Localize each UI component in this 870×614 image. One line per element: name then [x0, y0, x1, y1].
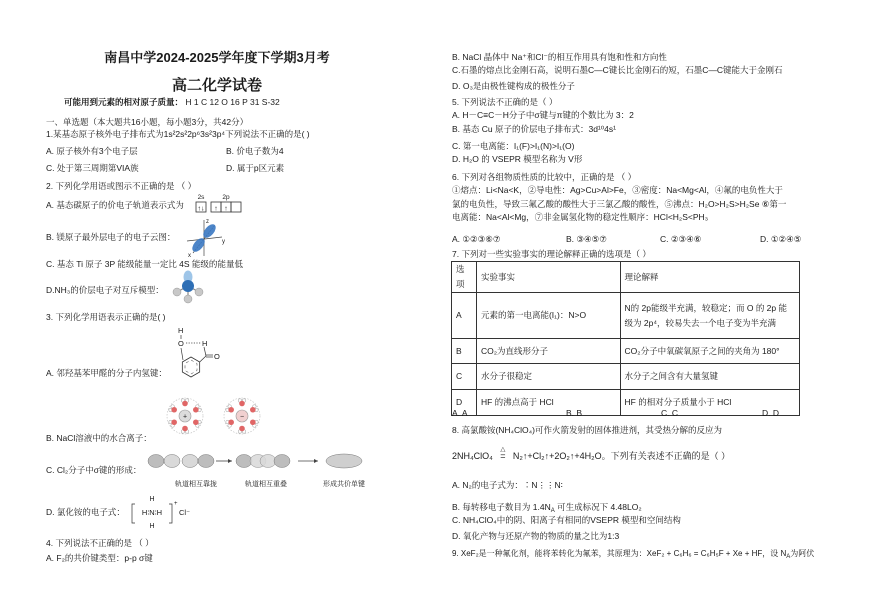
oxygen-atom	[171, 407, 177, 413]
table-cell-option: A	[452, 293, 477, 339]
hydrogen-atom	[184, 295, 192, 303]
nh3-vsepr-model	[170, 270, 206, 304]
sigma-bond-formation-diagram	[146, 452, 372, 490]
table-row	[452, 339, 800, 364]
q8-option-a: A. N₂的电子式为：∶N⋮⋮N∶	[452, 480, 563, 490]
q5-stem: 5. 下列说法不正确的是（ ）	[452, 97, 558, 107]
table-header: 实验事实	[476, 262, 620, 293]
atom-label: O	[214, 352, 220, 361]
table-cell-fact: 元素的第一电离能(I₁)：N>O	[476, 293, 620, 339]
q4-option-b: B. NaCl 晶体中 Na⁺和Cl⁻的相互作用具有饱和性和方向性	[452, 52, 667, 62]
atomic-masses	[64, 97, 280, 108]
axis-label-y: y	[222, 239, 225, 245]
q8-option-d: D. 氧化产物与还原产物的物质的量之比为1:3	[452, 531, 620, 541]
oxygen-atom	[182, 401, 188, 407]
oxygen-atom	[193, 407, 199, 413]
exam-title: 南昌中学2024-2025学年度下学期3月考	[104, 50, 330, 65]
axis-label-z: z	[206, 219, 209, 225]
orbital-label-2p: 2p	[222, 194, 230, 201]
bond-step-label: 轨道相互靠拢	[175, 481, 217, 488]
orbital-box-2p	[231, 202, 241, 212]
q6-text-line: 氯的电负性，导致三氟乙酸的酸性大于三氯乙酸的酸性，⑤沸点：H₂O>H₂S>H₂Se ⑥第一	[452, 199, 787, 209]
water-molecule	[181, 399, 189, 407]
q3-option-a: A. 邻羟基苯甲醛的分子内氢键：	[46, 368, 167, 378]
exam-subtitle: 高二化学试卷	[171, 77, 262, 94]
q6-text-line: 电离能：Na<Al<Mg，⑦非金属氢化物的稳定性顺序：HCl<H₂S<PH₃	[452, 212, 709, 222]
q1-option-d: D. 属于p区元素	[226, 163, 285, 173]
bond-step-label: 轨道相互重叠	[245, 481, 287, 488]
water-molecule	[181, 426, 189, 434]
oxygen-atom	[228, 407, 234, 413]
water-molecule	[250, 405, 258, 413]
table-row	[452, 364, 800, 390]
oxygen-atom	[250, 419, 256, 425]
q2-stem: 2. 下列化学用语或图示不正确的是 （ ）	[46, 181, 197, 191]
q4-option-d: D. O₃是由极性键构成的极性分子	[452, 81, 575, 91]
nh4cl-electron-formula	[128, 494, 194, 530]
q8-stem: 8. 高氯酸铵(NH₄ClO₄)可作火箭发射的固体推进剂，其受热分解的反应为	[452, 425, 722, 435]
table-cell-fact: CO₂为直线形分子	[476, 339, 620, 364]
nh4-core: H∶N∶H	[141, 508, 163, 517]
equation-products: N₂↑+Cl₂↑+2O₂↑+4H₂O。下列有关表述不正确的是（ ）	[512, 451, 731, 461]
q5-option-d: D. H₂O 的 VSEPR 模型名称为 V形	[452, 154, 583, 164]
axis-label-x: x	[188, 253, 191, 259]
charge-sign: +	[174, 501, 178, 507]
q6-stem: 6. 下列对各组物质性质的比较中，正确的是 （ ）	[452, 172, 637, 182]
q1-option-b: B. 价电子数为4	[226, 146, 284, 156]
q2-option-b: B. 镁原子最外层电子的电子云图：	[46, 232, 176, 242]
q5-option-c: C. 第一电离能：I₁(F)>I₁(N)>I₁(O)	[452, 141, 575, 151]
heat-symbol: △	[500, 446, 506, 453]
oxygen-atom	[239, 401, 245, 407]
q4-option-c: C.石墨的熔点比金刚石高，说明石墨C—C键长比金刚石的短，石墨C—C键能大于金刚石	[452, 65, 783, 75]
oxygen-atom	[239, 426, 245, 432]
table-cell-option: D	[452, 390, 477, 416]
q6-option-c: C. ②③④⑥	[660, 234, 702, 244]
q3-option-c: C. Cl₂分子中σ键的形成：	[46, 465, 142, 475]
table-header: 理论解释	[620, 262, 799, 293]
anion-sign: −	[239, 413, 245, 421]
atomic-masses-label: 可能用到元素的相对原子质量：	[64, 97, 184, 107]
q1-option-a: A. 原子核外有3个电子层	[46, 146, 138, 156]
electron-arrows: ↑	[214, 205, 218, 213]
equation-condition	[495, 446, 511, 462]
q4-option-a: A. F₂的共价键类型：p-p σ键	[46, 553, 153, 563]
table-cell-explanation: N的 2p能级半充满，较稳定；而 O 的 2p 能级为 2p⁴，较易失去一个电子变为半充满	[620, 293, 799, 339]
table-cell-explanation: HF 的相对分子质量小于 HCl	[620, 390, 799, 416]
q7-option-b: B. B	[566, 408, 583, 418]
q6-option-b: B. ③④⑤⑦	[566, 234, 607, 244]
electron-arrows: ↑↓	[197, 205, 205, 213]
atom-label: H	[149, 523, 155, 530]
q6-option-a: A. ①②③⑥⑦	[452, 234, 501, 244]
oxygen-atom	[250, 407, 256, 413]
oxygen-atom	[193, 419, 199, 425]
hydrated-ions-diagram	[158, 396, 270, 436]
table-cell-fact: HF 的沸点高于 HCl	[476, 390, 620, 416]
electron-arrows: ↑	[224, 205, 228, 213]
q6-text-line: ①熔点：Li<Na<K，②导电性：Ag>Cu>Al>Fe，③密度：Na<Mg<Al，④氟的电负性大于	[452, 185, 783, 195]
oxygen-atom	[182, 426, 188, 432]
table-row	[452, 390, 800, 416]
q3-stem: 3. 下列化学用语表示正确的是( )	[46, 312, 166, 322]
hydrogen-atom	[195, 288, 203, 296]
q7-option-c: C. C	[661, 408, 678, 418]
equals-sign: =	[500, 451, 506, 461]
water-molecule	[238, 426, 246, 434]
table-cell-option: C	[452, 364, 477, 390]
water-molecule	[193, 419, 201, 427]
q8-option-c: C. NH₄ClO₄中的阴、阳离子有相同的VSEPR 模型和空间结构	[452, 515, 681, 525]
q5-option-a: A. H－C≡C－H分子中σ键与π键的个数比为 3：2	[452, 110, 634, 120]
q7-stem: 7. 下列对一些实验事实的理论解释正确的选项是（ ）	[452, 249, 651, 259]
hydrogen-atom	[173, 288, 181, 296]
atom-label: O	[178, 339, 184, 348]
water-molecule	[193, 405, 201, 413]
q4-stem: 4. 下列说法不正确的是 （ ）	[46, 538, 154, 548]
atomic-masses-values: H 1 C 12 O 16 P 31 S-32	[185, 97, 280, 107]
q5-option-b: B. 基态 Cu 原子的价层电子排布式：3d¹⁰4s¹	[452, 124, 616, 134]
table-cell-explanation: 水分子之间含有大量氢键	[620, 364, 799, 390]
cation-sign: +	[182, 413, 188, 421]
atom-label: H	[178, 326, 184, 335]
q9-stem: 9. XeF₂是一种氟化剂，能将苯转化为氟苯，其原理为：XeF₂ + C₆H₆ = C₆H₅F + Xe + HF，设 $N_A$为阿伏	[452, 549, 815, 560]
table-cell-fact: 水分子很稳定	[476, 364, 620, 390]
q8-equation	[452, 446, 731, 462]
table-row	[452, 293, 800, 339]
water-molecule	[250, 419, 258, 427]
q2-option-c: C. 基态 Ti 原子 3P 能级能量一定比 4S 能级的能量低	[46, 259, 243, 269]
equation-reactant: 2NH₄ClO₄	[452, 451, 493, 461]
bond-step-label: 形成共价单键	[323, 481, 365, 488]
q1-stem: 1.某基态原子核外电子排布式为1s²2s²2p⁶3s²3p⁴下列说法不正确的是( )	[46, 129, 310, 139]
nitrogen-atom	[182, 280, 194, 292]
chloride-ion: Cl⁻	[179, 508, 191, 517]
q7-option-d: D. D	[762, 408, 779, 418]
q8-option-b: B. 每转移电子数目为 $1.4N_A$ 可生成标况下 4.48LO₂	[452, 502, 642, 514]
carbon-orbital-diagram	[192, 192, 246, 214]
o-hydroxybenzaldehyde-structure	[172, 325, 224, 379]
q6-option-d: D. ①②④⑤	[760, 234, 802, 244]
orbital-lobe	[201, 222, 218, 240]
q7-table	[451, 261, 800, 416]
q2-option-d: D.NH₃的价层电子对互斥模型：	[46, 285, 164, 295]
q2-option-a: A. 基态碳原子的价电子轨道表示式为	[46, 200, 184, 210]
atom-label: H	[149, 496, 155, 503]
water-molecule	[238, 399, 246, 407]
table-header-row	[452, 262, 800, 293]
q7-option-a: A. A	[452, 408, 468, 418]
q1-option-c: C. 处于第三周期第VIA族	[46, 163, 139, 173]
oxygen-atom	[228, 419, 234, 425]
table-header: 选项	[452, 262, 477, 293]
atom-label: H	[202, 339, 208, 348]
section-heading: 一、单选题（本大题共16小题，每小题3分，共42分）	[46, 117, 249, 127]
table-cell-explanation: CO₂分子中氧碳氧原子之间的夹角为 180°	[620, 339, 799, 364]
q3-option-b: B. NaCl溶液中的水合离子：	[46, 433, 152, 443]
q3-option-d: D. 氯化铵的电子式：	[46, 507, 125, 517]
orbital-label-2s: 2s	[197, 194, 205, 201]
table-cell-option: B	[452, 339, 477, 364]
p-orbital-cloud-diagram	[182, 217, 226, 259]
oxygen-atom	[171, 419, 177, 425]
